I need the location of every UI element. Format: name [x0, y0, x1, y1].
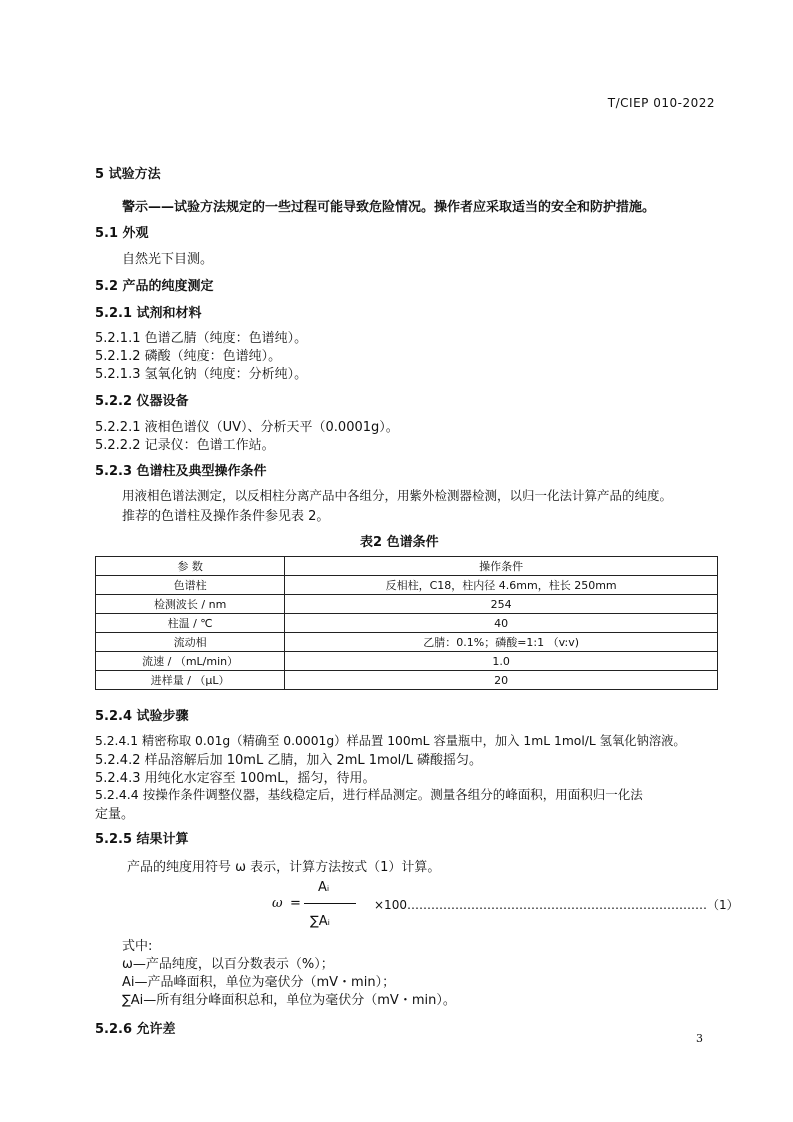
- list-item: 5.2.2.2 记录仪：色谱工作站。: [95, 438, 275, 453]
- table-cell: 流速 / （mL/min）: [96, 652, 285, 671]
- section-5-2-5-title: 5.2.5 结果计算: [95, 832, 189, 847]
- table-cell: 1.0: [285, 652, 718, 671]
- section-5-1-text: 自然光下目测。: [122, 252, 214, 267]
- list-item-continuation: 定量。: [95, 807, 135, 822]
- section-5-2-4-title: 5.2.4 试验步骤: [95, 709, 189, 724]
- table-cell: 流动相: [96, 633, 285, 652]
- table-cell: 254: [285, 595, 718, 614]
- table-row: [96, 633, 718, 652]
- section-5-2-5-intro: 产品的纯度用符号 ω 表示，计算方法按式（1）计算。: [127, 860, 441, 875]
- formula-lhs: ω: [272, 896, 283, 911]
- list-item: 5.2.4.3 用纯化水定容至 100mL，摇匀，待用。: [95, 771, 376, 786]
- formula-denominator: ∑Aᵢ: [310, 914, 330, 929]
- table-row: [96, 614, 718, 633]
- table-cell: 色谱柱: [96, 576, 285, 595]
- safety-warning: 警示——试验方法规定的一些过程可能导致危险情况。操作者应采取适当的安全和防护措施。: [122, 200, 656, 215]
- table-caption: 表2 色谱条件: [360, 535, 439, 550]
- section-5-2-3-title: 5.2.3 色谱柱及典型操作条件: [95, 464, 267, 479]
- list-item: 5.2.1.2 磷酸（纯度：色谱纯）。: [95, 349, 282, 364]
- list-item: 5.2.4.4 按操作条件调整仪器，基线稳定后，进行样品测定。测量各组分的峰面积，用面积归一化法: [95, 787, 643, 802]
- section-5-2-3-text-2: 推荐的色谱柱及操作条件参见表 2。: [122, 509, 330, 524]
- section-5-2-3-text: 用液相色谱法测定，以反相柱分离产品中各组分，用紫外检测器检测，以归一化法计算产品的纯度。: [122, 488, 673, 503]
- where-label: 式中:: [122, 939, 153, 954]
- variable-definition: ∑Ai—所有组分峰面积总和，单位为毫伏分（mV・min）。: [122, 993, 456, 1008]
- table-row: [96, 671, 718, 690]
- table-header-row: [96, 557, 718, 576]
- page-number: 3: [696, 1032, 703, 1045]
- table-row: [96, 595, 718, 614]
- list-item: 5.2.4.2 样品溶解后加 10mL 乙腈，加入 2mL 1mol/L 磷酸摇匀。: [95, 753, 483, 768]
- section-5-2-6-title: 5.2.6 允许差: [95, 1022, 176, 1037]
- table-cell: 乙腈：0.1%；磷酸=1:1 （v:v): [285, 633, 718, 652]
- section-5-2-2-title: 5.2.2 仪器设备: [95, 394, 189, 409]
- list-item: 5.2.1.1 色谱乙腈（纯度：色谱纯）。: [95, 331, 308, 346]
- document-code: T/CIEP 010-2022: [607, 96, 715, 110]
- variable-definition: ω—产品纯度，以百分数表示（%）；: [122, 957, 334, 972]
- chromatography-conditions-table: [95, 556, 718, 690]
- table-cell: 20: [285, 671, 718, 690]
- list-item: 5.2.1.3 氢氧化钠（纯度：分析纯）。: [95, 367, 308, 382]
- formula-equals: =: [290, 896, 301, 911]
- formula-multiplier: ×100…………………………………………………………………（1）: [374, 898, 739, 912]
- table-header-cell: 参 数: [96, 557, 285, 576]
- table-row: [96, 576, 718, 595]
- table-row: [96, 652, 718, 671]
- formula-numerator: Aᵢ: [318, 880, 330, 895]
- section-5-2-title: 5.2 产品的纯度测定: [95, 279, 214, 294]
- purity-formula: [270, 876, 739, 932]
- fraction-bar: [304, 903, 356, 904]
- table-cell: 检测波长 / nm: [96, 595, 285, 614]
- section-5-1-title: 5.1 外观: [95, 226, 149, 241]
- section-5-title: 5 试验方法: [95, 167, 161, 182]
- table-cell: 40: [285, 614, 718, 633]
- table-cell: 柱温 / ℃: [96, 614, 285, 633]
- table-header-cell: 操作条件: [285, 557, 718, 576]
- list-item: 5.2.4.1 精密称取 0.01g（精确至 0.0001g）样品置 100mL 容量瓶中，加入 1mL 1mol/L 氢氧化钠溶液。: [95, 734, 686, 748]
- table-cell: 反相柱，C18，柱内径 4.6mm，柱长 250mm: [285, 576, 718, 595]
- variable-definition: Ai—产品峰面积，单位为毫伏分（mV・min）；: [122, 975, 396, 990]
- list-item: 5.2.2.1 液相色谱仪（UV）、分析天平（0.0001g）。: [95, 420, 399, 435]
- table-cell: 进样量 / （μL）: [96, 671, 285, 690]
- section-5-2-1-title: 5.2.1 试剂和材料: [95, 306, 202, 321]
